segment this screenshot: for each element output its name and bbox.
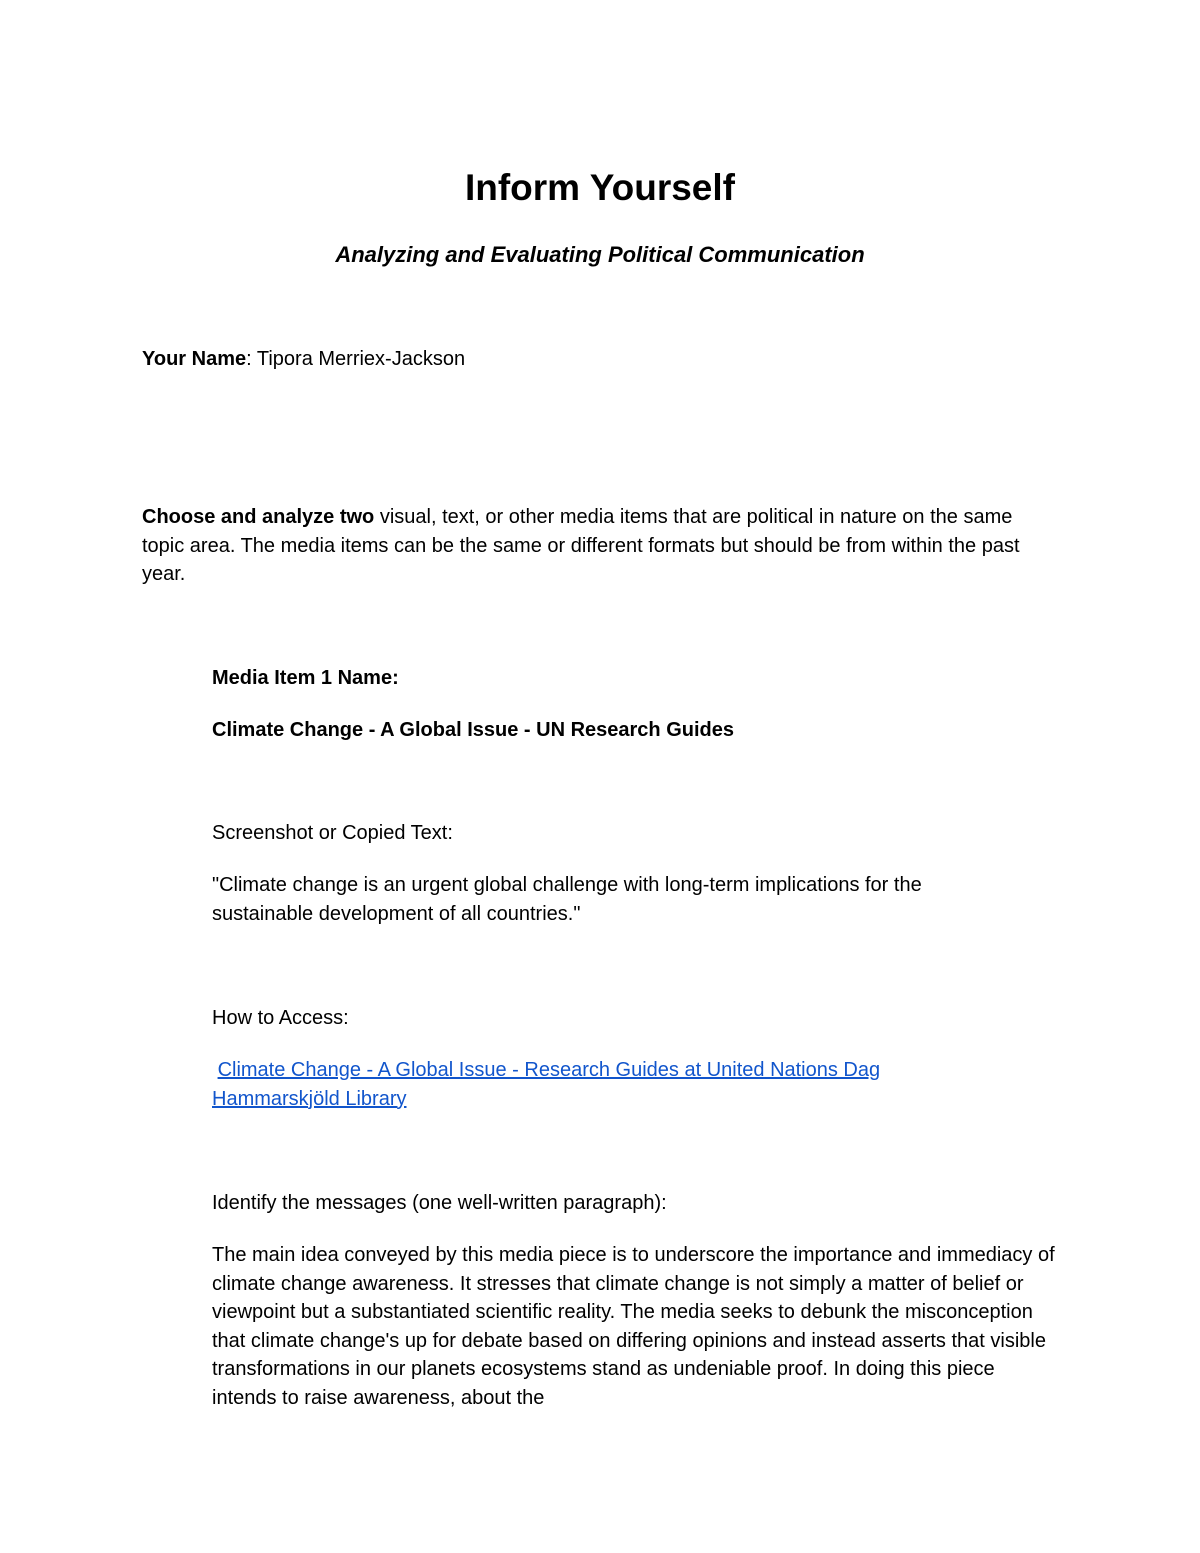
media-item-1-name-value: Climate Change - A Global Issue - UN Research Guides <box>212 719 734 741</box>
name-separator: : <box>246 348 257 370</box>
screenshot-label: Screenshot or Copied Text: <box>212 822 453 844</box>
document-subtitle: Analyzing and Evaluating Political Communication <box>335 242 865 267</box>
media-item-1-name-label: Media Item 1 Name: <box>212 667 399 689</box>
messages-paragraph: The main idea conveyed by this media piece is to underscore the importance and immediacy of climate change awareness. It stresses that climate change is not simply a matter of belief or viewpoint but a substantiated scientific reality. The media seeks to debunk the misconception that climate change's up for debate based on differing opinions and instead asserts that visible transformations in our planets ecosystems stand as undeniable proof. In doing this piece intends to raise awareness, about the <box>212 1244 1055 1409</box>
access-link-container <box>212 1056 952 1113</box>
document-title: Inform Yourself <box>464 167 735 208</box>
instructions-paragraph <box>142 503 1042 589</box>
instructions-text: visual, text, or other media items that are political in nature on the same topic area. The media items can be the same or different formats but should be from within the past year. <box>142 506 1020 585</box>
access-link[interactable]: Climate Change - A Global Issue - Research Guides at United Nations Dag Hammarskjöld Library <box>212 1059 881 1110</box>
name-value: Tipora Merriex-Jackson <box>256 348 466 370</box>
access-label: How to Access: <box>212 1007 349 1029</box>
instructions-bold-lead: Choose and analyze two <box>142 506 375 528</box>
messages-label: Identify the messages (one well-written paragraph): <box>212 1192 667 1214</box>
name-label: Your Name <box>142 348 247 370</box>
name-field <box>142 345 465 374</box>
media-item-1-quote: "Climate change is an urgent global challenge with long-term implications for the sustainable development of all countries." <box>212 874 922 925</box>
